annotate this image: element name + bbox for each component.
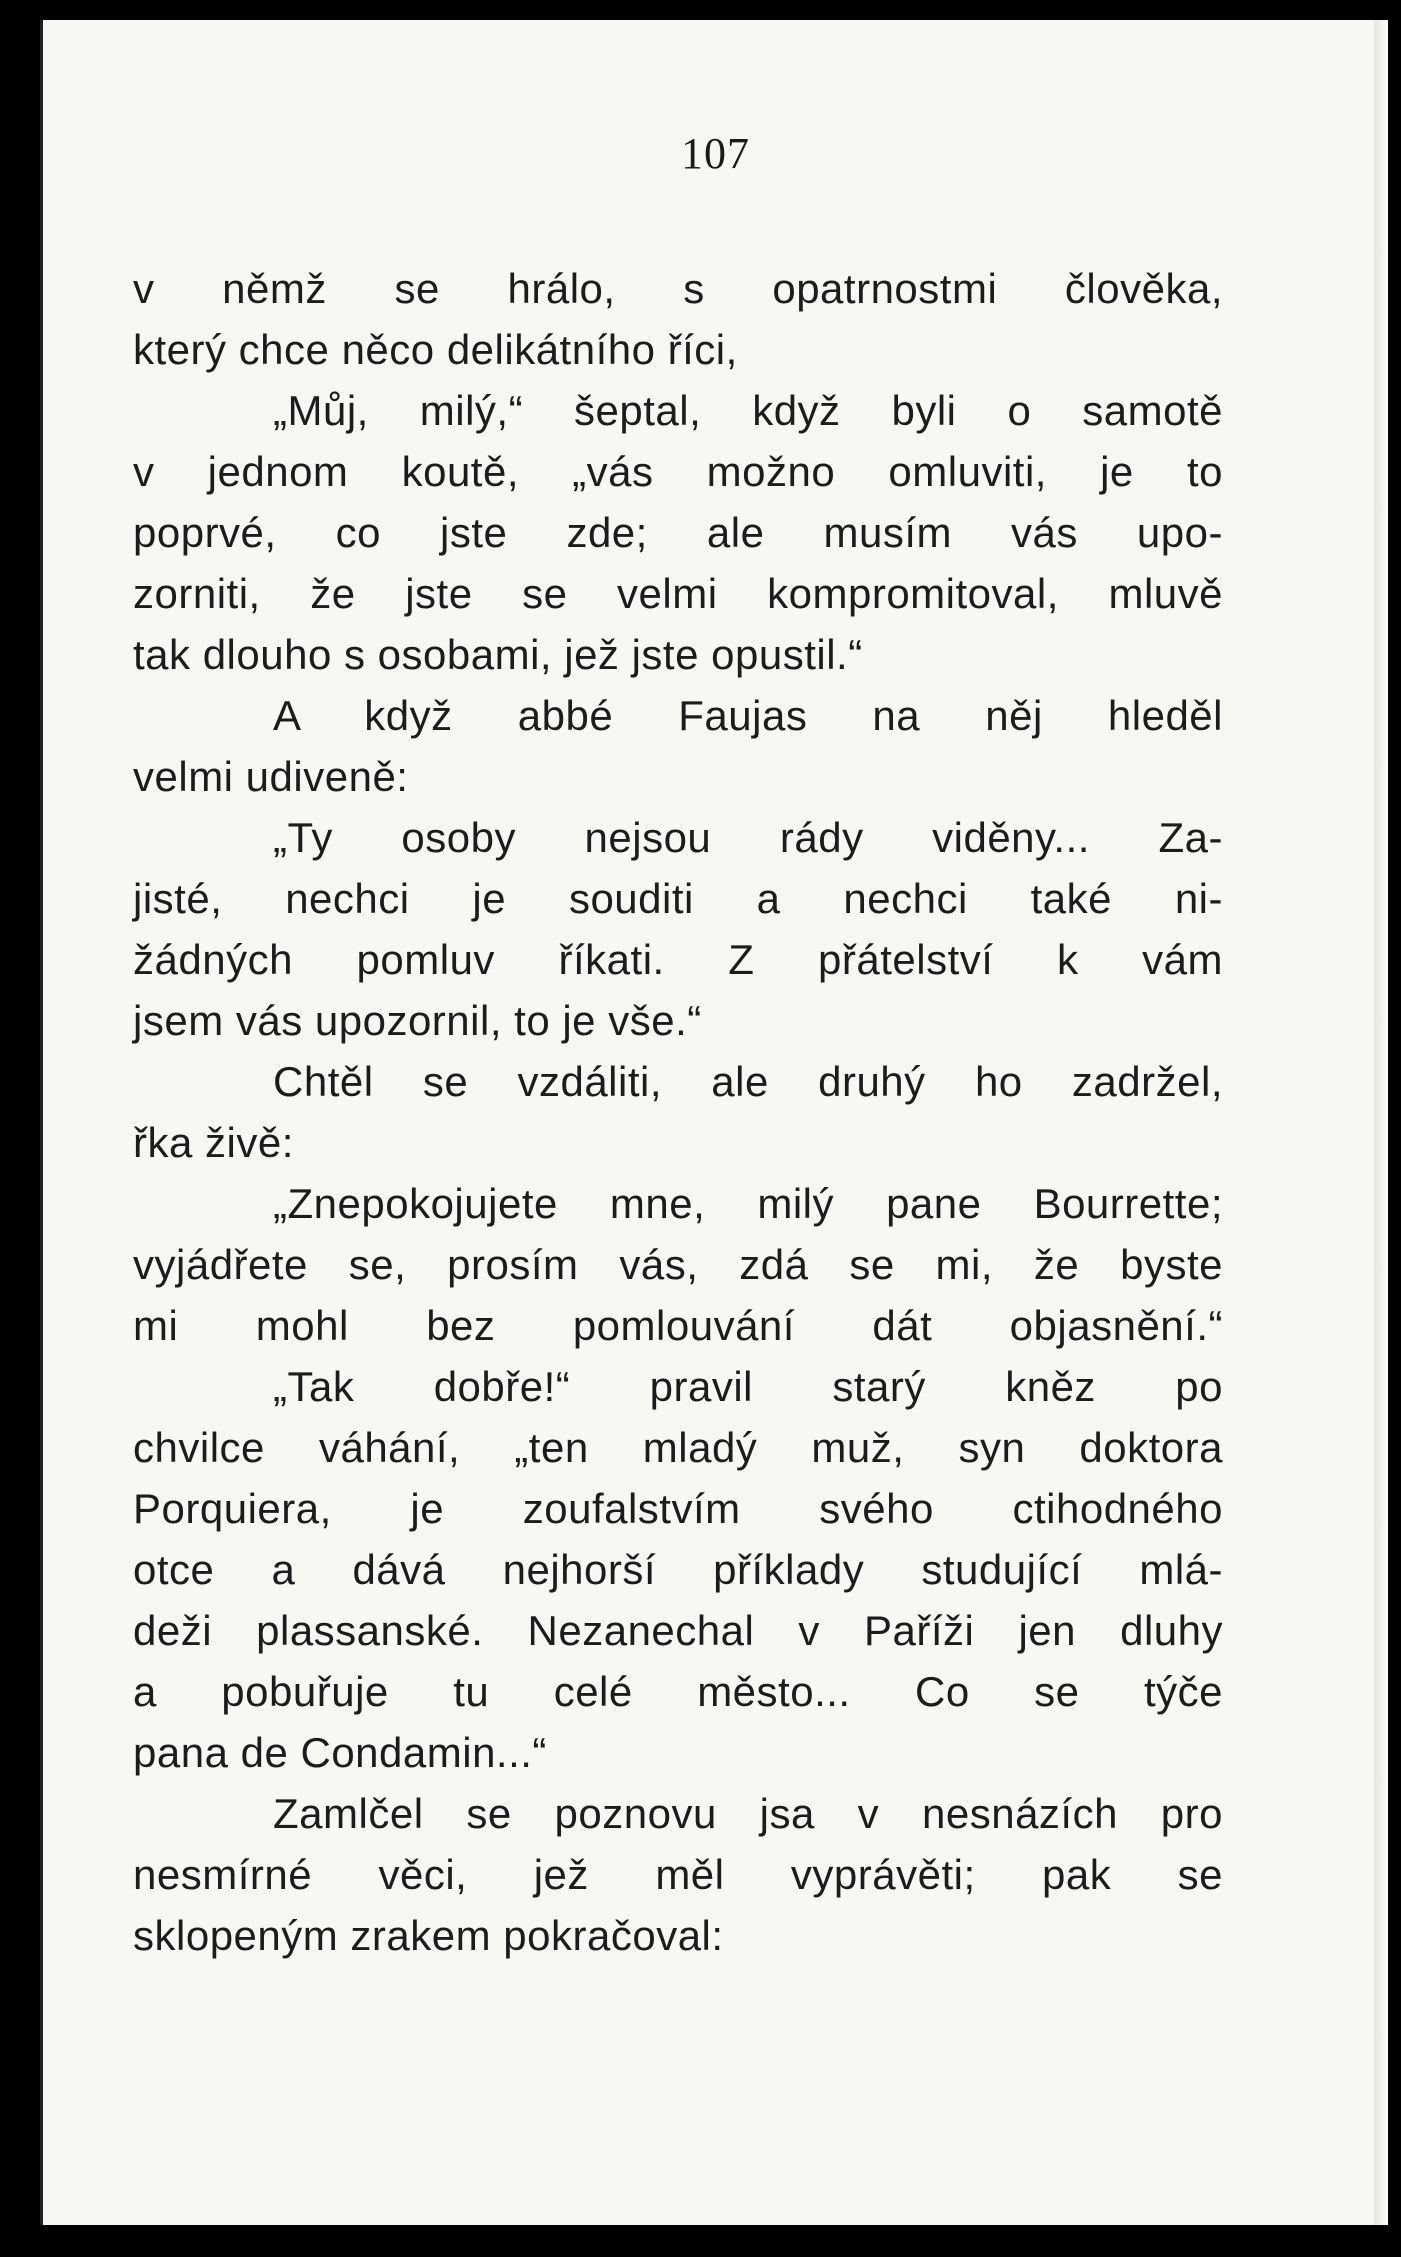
text-line: poprvé, co jste zde; ale musím vás upo- bbox=[133, 509, 1223, 556]
text-line: a pobuřuje tu celé město... Co se týče bbox=[133, 1668, 1223, 1715]
text-line: velmi udiveně: bbox=[133, 753, 409, 800]
text-line: „Tak dobře!“ pravil starý kněz po bbox=[273, 1363, 1223, 1410]
text-line: Chtěl se vzdáliti, ale druhý ho zadržel, bbox=[273, 1058, 1223, 1105]
text-line: tak dlouho s osobami, jež jste opustil.“ bbox=[133, 631, 863, 678]
text-line: jisté, nechci je souditi a nechci také ni- bbox=[133, 875, 1223, 922]
book-page bbox=[40, 20, 1388, 2225]
text-line: řka živě: bbox=[133, 1119, 294, 1166]
text-line: vyjádřete se, prosím vás, zdá se mi, že byste bbox=[133, 1241, 1223, 1288]
text-line: deži plassanské. Nezanechal v Paříži jen dluhy bbox=[133, 1607, 1223, 1654]
text-line: který chce něco delikátního říci, bbox=[133, 326, 738, 373]
body-text bbox=[133, 258, 1223, 1966]
text-line: žádných pomluv říkati. Z přátelství k vám bbox=[133, 936, 1223, 983]
text-line: „Ty osoby nejsou rády viděny... Za- bbox=[273, 814, 1223, 861]
text-line: Zamlčel se poznovu jsa v nesnázích pro bbox=[273, 1790, 1223, 1837]
text-line: A když abbé Faujas na něj hleděl bbox=[273, 692, 1223, 739]
text-line: „Můj, milý,“ šeptal, když byli o samotě bbox=[273, 387, 1223, 434]
text-line: pana de Condamin...“ bbox=[133, 1729, 547, 1776]
page-number: 107 bbox=[681, 129, 750, 178]
text-line: chvilce váhání, „ten mladý muž, syn doktora bbox=[133, 1424, 1223, 1471]
text-line: Porquiera, je zoufalstvím svého ctihodného bbox=[133, 1485, 1223, 1532]
text-line: zorniti, že jste se velmi kompromitoval, mluvě bbox=[133, 570, 1223, 617]
text-line: v jednom koutě, „vás možno omluviti, je to bbox=[133, 448, 1223, 495]
text-line: sklopeným zrakem pokračoval: bbox=[133, 1912, 724, 1959]
text-line: nesmírné věci, jež měl vyprávěti; pak se bbox=[133, 1851, 1223, 1898]
text-line: jsem vás upozornil, to je vše.“ bbox=[133, 997, 702, 1044]
text-line: mi mohl bez pomlouvání dát objasnění.“ bbox=[133, 1302, 1223, 1349]
page-edge bbox=[1374, 20, 1388, 2225]
text-line: v němž se hrálo, s opatrnostmi člověka, bbox=[133, 265, 1223, 312]
text-line: „Znepokojujete mne, milý pane Bourrette; bbox=[273, 1180, 1223, 1227]
text-line: otce a dává nejhorší příklady studující mlá- bbox=[133, 1546, 1223, 1593]
